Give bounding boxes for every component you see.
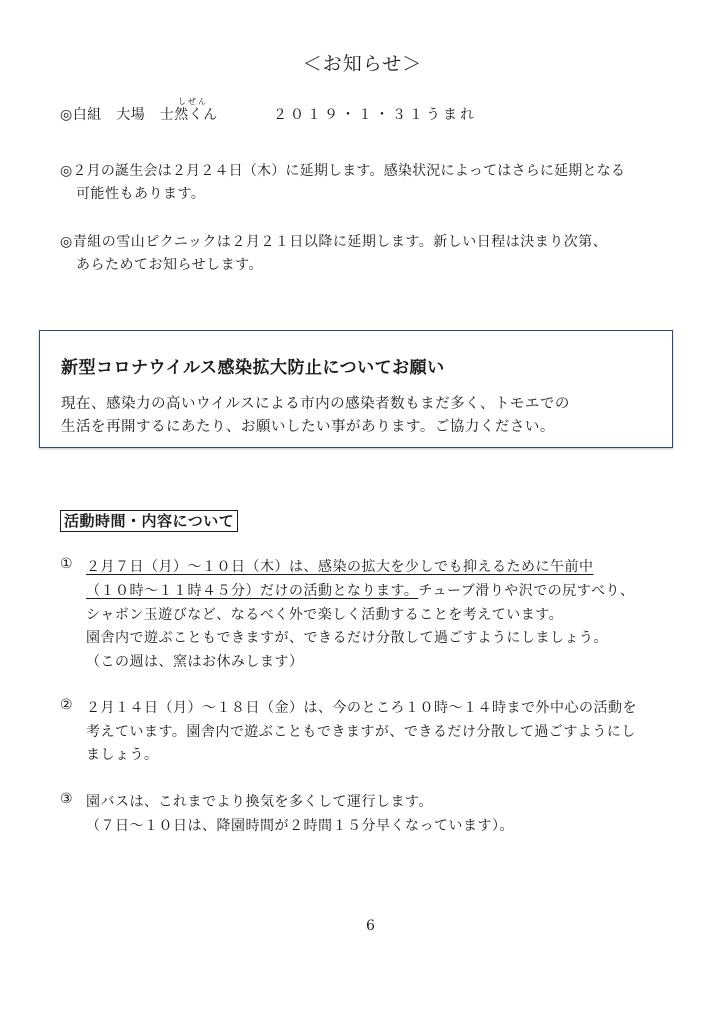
page-number: 6 <box>366 918 375 934</box>
notice-2-line-2: あらためてお知らせします。 <box>76 257 263 273</box>
item-2-line-3: ましょう。 <box>86 747 159 763</box>
item-1-line-1: ２月７日（月）～１０日（木）は、感染の拡大を少しでも抑えるために午前中 <box>86 559 594 575</box>
item-1-line-2 <box>86 580 635 600</box>
item-1-line-2-rest: チューブ滑りや沢での尻すべり、 <box>418 583 635 599</box>
item-3-line-1: 園バスは、これまでより換気を多くして運行します。 <box>86 794 433 810</box>
notice-box-line-2: 生活を再開するにあたり、お願いしたい事があります。ご協力ください。 <box>61 419 555 435</box>
item-1-number: ① <box>60 556 74 572</box>
birthday-date: ２０１９・１・３１うまれ <box>273 107 477 123</box>
birthday-prefix: ◎白組 大場 <box>60 107 160 123</box>
birthday-suffix: くん <box>188 107 218 123</box>
section-heading: 活動時間・内容について <box>60 510 238 532</box>
item-2-number: ② <box>60 697 74 713</box>
item-1-line-5: （この週は、窯はお休みします） <box>86 654 304 670</box>
item-3-line-2: （７日～１０日は、降園時間が２時間１５分早くなっています）。 <box>86 818 514 834</box>
notice-1-line-2: 可能性もあります。 <box>76 186 206 202</box>
item-1-line-4: 園舎内で遊ぶこともできますが、できるだけ分散して過ごすようにしましょう。 <box>86 630 608 646</box>
notice-1-line-1: ◎２月の誕生会は２月２４日（木）に延期します。感染状況によってはさらに延期となる <box>60 163 626 179</box>
item-3-number: ③ <box>60 791 74 807</box>
notice-box-line-1: 現在、感染力の高いウイルスによる市内の感染者数もまだ多く、トモエでの <box>61 396 570 412</box>
name-reading: しぜん <box>178 97 208 106</box>
notice-box-title: 新型コロナウイルス感染拡大防止についてお願い <box>61 358 445 378</box>
item-2-line-1: ２月１４日（月）～１８日（金）は、今のところ１０時～１４時まで外中心の活動を <box>86 700 637 716</box>
page-title: ＜お知らせ＞ <box>302 53 423 75</box>
birthday-name: 士然 <box>159 107 189 123</box>
item-1-line-3: シャボン玉遊びなど、なるべく外で楽しく活動することを考えています。 <box>86 607 564 623</box>
item-1-line-2-underlined: （１０時～１１時４５分）だけの活動となります。 <box>86 583 419 599</box>
notice-2-line-1: ◎青組の雪山ピクニックは２月２１日以降に延期します。新しい日程は決まり次第、 <box>60 234 608 250</box>
item-2-line-2: 考えています。園舎内で遊ぶこともできますが、できるだけ分散して過ごすようにし <box>86 724 636 740</box>
birthday-line <box>60 104 218 124</box>
